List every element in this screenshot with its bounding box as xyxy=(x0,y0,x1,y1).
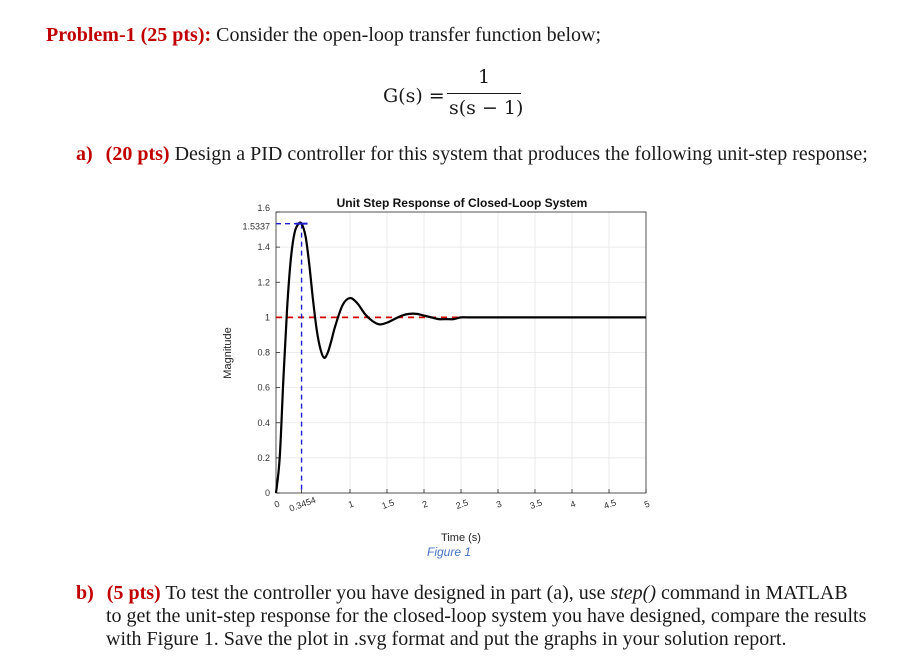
part-b-text-2: command in MATLAB xyxy=(661,582,848,604)
y-tick-labels xyxy=(242,203,270,498)
x-tick-label-4-5: 4.5 xyxy=(602,497,618,512)
x-tick-label-2: 2 xyxy=(420,498,430,510)
y-tick-label-1: 1 xyxy=(264,312,270,323)
part-b-marker: b) xyxy=(76,582,94,604)
part-b-line-3: with Figure 1. Save the plot in .svg format and put the graphs in your solution report. xyxy=(106,628,787,650)
y-tick-label-0-6: 0.6 xyxy=(257,382,270,393)
x-tick-label-0-3454: 0.3454 xyxy=(287,494,318,514)
x-tick-label-3-5: 3.5 xyxy=(528,497,544,512)
y-axis-label: Magnitude xyxy=(222,327,234,379)
problem-label: Problem-1 (25 pts): xyxy=(46,24,212,46)
problem-intro: Consider the open-loop transfer function below; xyxy=(216,24,602,46)
step-command: step() xyxy=(610,582,657,604)
equation-denominator: s(s − 1) xyxy=(449,97,524,119)
y-tick-label-1-5337: 1.5337 xyxy=(242,221,270,232)
y-tick-label-1-2: 1.2 xyxy=(257,277,270,288)
part-a-marker: a) xyxy=(76,143,93,165)
y-tick-label-0-4: 0.4 xyxy=(257,417,270,428)
x-tick-label-3: 3 xyxy=(494,498,504,510)
part-b-text-1: To test the controller you have designed in part (a), use xyxy=(165,582,606,604)
part-a-points: (20 pts) xyxy=(105,143,170,165)
x-tick-labels xyxy=(273,495,651,514)
x-tick-label-2-5: 2.5 xyxy=(454,497,470,512)
equation-lhs: G(s) = xyxy=(383,85,445,107)
x-tick-label-1: 1 xyxy=(346,498,356,510)
y-tick-label-0: 0 xyxy=(264,488,270,498)
y-tick-label-1-6: 1.6 xyxy=(257,203,270,213)
part-b-line-1 xyxy=(76,582,866,605)
part-b xyxy=(76,582,866,651)
x-tick-label-5: 5 xyxy=(642,498,652,510)
x-tick-label-0: 0 xyxy=(272,498,282,510)
equation-numerator: 1 xyxy=(478,66,491,88)
part-b-line-2: to get the unit-step response for the closed-loop system you have designed, compare the results xyxy=(106,605,867,627)
y-tick-label-0-2: 0.2 xyxy=(257,452,270,463)
figure-caption: Figure 1 xyxy=(427,545,472,559)
chart-title: Unit Step Response of Closed-Loop System xyxy=(336,196,588,210)
part-a-text: Design a PID controller for this system that produces the following unit-step response; xyxy=(174,143,868,165)
x-tick-label-1-5: 1.5 xyxy=(380,497,396,512)
part-b-points: (5 pts) xyxy=(106,582,161,604)
y-tick-label-0-8: 0.8 xyxy=(257,347,270,358)
y-tick-label-1-4: 1.4 xyxy=(257,242,270,253)
grid xyxy=(276,212,646,493)
x-axis-label: Time (s) xyxy=(441,532,481,544)
x-tick-label-4: 4 xyxy=(568,498,578,510)
